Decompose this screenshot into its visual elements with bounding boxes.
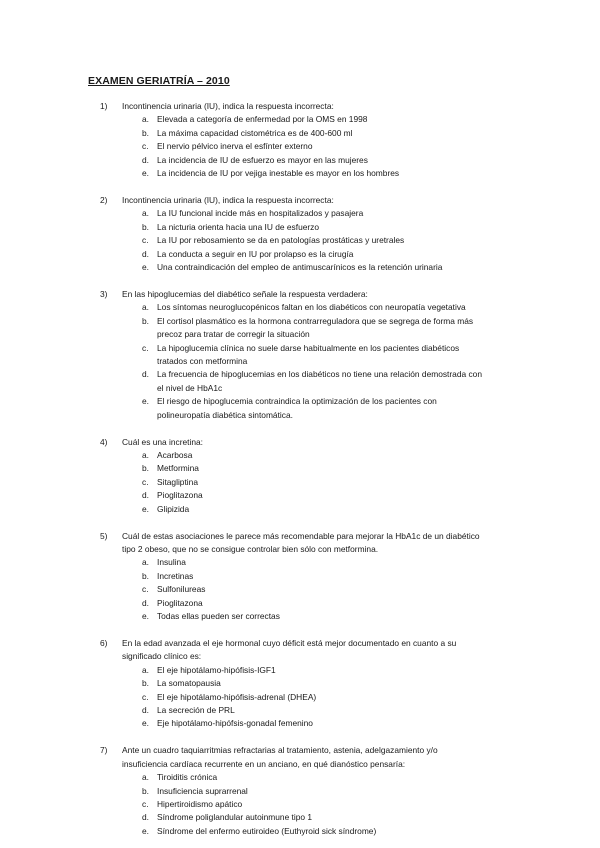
answer-option [0,355,600,368]
question-number: 4) [100,436,108,447]
option-text: Insulina [157,557,186,568]
option-text: Tiroiditis crónica [157,772,218,783]
answer-option [0,489,600,502]
option-letter: e. [142,262,149,272]
answer-option [0,154,600,167]
option-text: tratados con metformina [157,356,248,366]
answer-option [0,234,600,247]
answer-option [0,328,600,341]
option-text: El eje hipotálamo-hipófisis-adrenal (DHEA) [157,691,317,702]
answer-option [0,462,600,475]
answer-option [0,597,600,610]
option-letter: d. [142,705,149,715]
option-letter: c. [142,342,149,353]
option-letter: c. [142,798,149,809]
option-text: La IU por rebosamiento se da en patologías prostáticas y uretrales [157,235,405,246]
answer-option [0,395,600,408]
answer-option [0,167,600,180]
option-text: El eje hipotálamo-hipófisis-IGF1 [157,664,276,675]
option-text: Metformina [157,463,199,474]
answer-option [0,677,600,690]
option-text: Insuficiencia suprarrenal [157,785,248,796]
answer-option [0,127,600,140]
question-number: 1) [100,101,108,111]
option-letter: a. [142,302,149,313]
option-text: La secreción de PRL [157,705,235,715]
answer-option [0,140,600,153]
question-text: Ante un cuadro taquiarritmias refractarias al tratamiento, astenia, adelgazamiento y/o [122,745,438,756]
answer-option [0,717,600,730]
option-text: Incretinas [157,570,194,581]
option-text: el nivel de HbA1c [157,382,223,393]
answer-option [0,476,600,489]
option-text: La máxima capacidad cistométrica es de 400-600 ml [157,127,353,138]
answer-option [0,409,600,422]
answer-option [0,449,600,462]
option-text: El nervio pélvico inerva el esfínter externo [157,141,313,152]
option-text: La frecuencia de hipoglucemias en los diabéticos no tiene una relación demostrada con [157,369,482,380]
answer-option [0,691,600,704]
question-text: En la edad avanzada el eje hormonal cuyo déficit está mejor documentado en cuanto a su [122,638,457,648]
option-text: Glipizida [157,503,190,514]
question-number: 5) [100,530,108,541]
option-letter: e. [142,825,149,836]
option-letter: c. [142,141,149,152]
option-letter: a. [142,557,149,568]
answer-option [0,771,600,784]
option-text: Síndrome del enfermo eutiroideo (Euthyroid sick síndrome) [157,825,377,836]
option-text: Pioglitazona [157,597,203,608]
option-letter: b. [142,785,149,796]
option-text: La incidencia de IU de esfuerzo es mayor en las mujeres [157,154,368,165]
question-text: Cuál de estas asociaciones le parece más recomendable para mejorar la HbA1c de un diabético [122,530,480,541]
answer-option [0,207,600,220]
answer-option [0,368,600,381]
question-number: 2) [100,195,108,205]
option-text: La hipoglucemia clínica no suele darse habitualmente en los pacientes diabéticos [157,342,460,353]
answer-option [0,382,600,395]
option-letter: d. [142,369,149,380]
answer-option [0,811,600,824]
answer-option [0,342,600,355]
answer-option [0,610,600,623]
answer-option [0,664,600,677]
option-letter: b. [142,463,149,474]
option-letter: b. [142,570,149,581]
option-text: El riesgo de hipoglucemia contraindica la optimización de los pacientes con [157,396,437,407]
option-text: Los síntomas neuroglucopénicos faltan en los diabéticos con neuropatía vegetativa [157,302,466,313]
option-text: Sulfonilureas [157,584,206,595]
option-letter: a. [142,114,149,125]
question-number: 3) [100,289,108,299]
answer-option [0,798,600,811]
answer-option [0,570,600,583]
option-letter: e. [142,396,149,407]
question-number: 7) [100,745,108,756]
option-text: La conducta a seguir en IU por prolapso es la cirugía [157,248,354,259]
option-letter: d. [142,597,149,608]
answer-option [0,825,600,838]
option-text: precoz para tratar de corregir la situación [157,329,310,340]
answer-option [0,785,600,798]
question-text: Cuál es una incretina: [122,436,204,447]
option-text: Sitagliptina [157,476,198,487]
question-text: insuficiencia cardíaca recurrente en un anciano, en qué dianóstico pensaría: [122,758,406,769]
answer-option [0,583,600,596]
option-letter: b. [142,221,149,232]
option-text: La somatopausia [157,678,221,689]
answer-option [0,556,600,569]
answer-option [0,248,600,261]
question-text: significado clínico es: [122,651,202,662]
option-text: Pioglitazona [157,490,203,501]
option-letter: c. [142,476,149,487]
option-text: Acarbosa [157,449,193,460]
answer-option [0,503,600,516]
answer-option [0,113,600,126]
option-text: La incidencia de IU por vejiga inestable es mayor en los hombres [157,168,400,178]
question-text: Incontinencia urinaria (IU), indica la respuesta incorrecta: [122,195,334,205]
option-letter: a. [142,208,149,219]
option-text: Todas ellas pueden ser correctas [157,610,280,621]
option-text: La IU funcional incide más en hospitalizados y pasajera [157,208,364,219]
page-title: EXAMEN GERIATRÍA – 2010 [88,75,230,87]
option-text: El cortisol plasmático es la hormona contrarreguladora que se segrega de forma más [157,315,474,326]
option-letter: b. [142,127,149,138]
option-letter: c. [142,584,149,595]
option-text: La nicturia orienta hacia una IU de esfuerzo [157,221,320,232]
option-letter: c. [142,235,149,246]
option-letter: d. [142,154,149,165]
option-text: Síndrome poliglandular autoinmune tipo 1 [157,812,313,823]
option-letter: a. [142,449,149,460]
option-text: polineuropatía diabética sintomática. [157,409,293,420]
option-text: Una contraindicación del empleo de antimuscarínicos es la retención urinaria [157,262,443,272]
option-letter: b. [142,315,149,326]
option-letter: d. [142,490,149,501]
option-letter: a. [142,664,149,675]
answer-option [0,704,600,717]
option-letter: e. [142,503,149,514]
option-letter: d. [142,812,149,823]
option-letter: e. [142,168,149,178]
option-letter: c. [142,691,149,702]
option-letter: d. [142,248,149,259]
question-text: En las hipoglucemias del diabético señale la respuesta verdadera: [122,289,368,299]
option-letter: e. [142,718,149,729]
question-text: tipo 2 obeso, que no se consigue controlar bien sólo con metformina. [122,543,379,554]
option-letter: a. [142,772,149,783]
answer-option [0,301,600,314]
question-number: 6) [100,638,108,648]
answer-option [0,221,600,234]
option-text: Hipertiroidismo apático [157,798,243,809]
answer-option [0,261,600,274]
option-letter: b. [142,678,149,689]
question-text: Incontinencia urinaria (IU), indica la respuesta incorrecta: [122,101,334,111]
option-text: Elevada a categoría de enfermedad por la OMS en 1998 [157,114,368,125]
answer-option [0,315,600,328]
option-text: Eje hipotálamo-hipófsis-gonadal femenino [157,718,313,729]
option-letter: e. [142,610,149,621]
